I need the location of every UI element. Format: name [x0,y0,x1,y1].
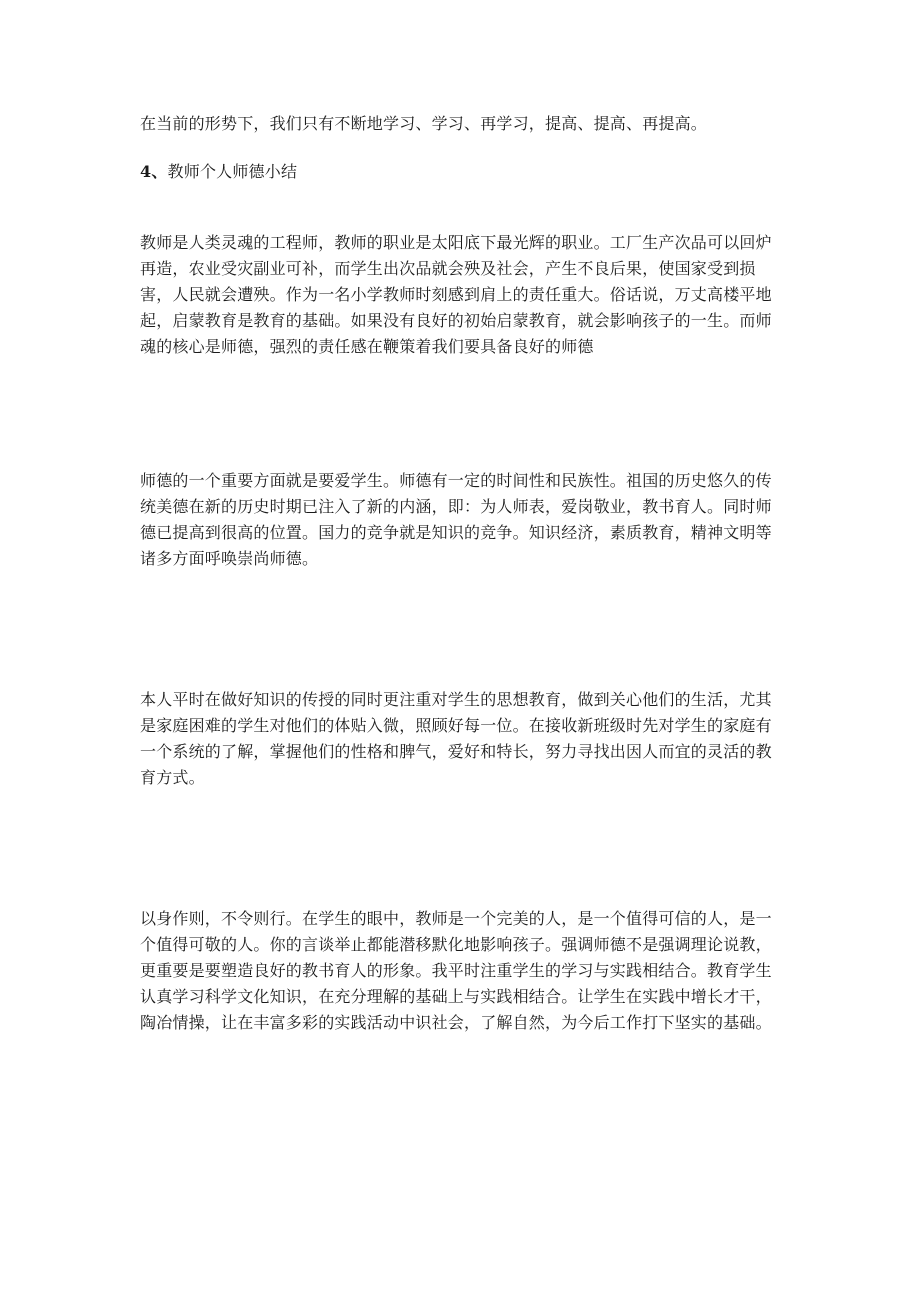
intro-line: 在当前的形势下，我们只有不断地学习、学习、再学习，提高、提高、再提高。 [140,114,708,133]
paragraph-4: 以身作则，不令则行。在学生的眼中，教师是一个完美的人，是一个值得可信的人，是一个值得可敬的人。你的言谈举止都能潜移默化地影响孩子。强调师德不是强调理论说教，更重要是要塑造良好的教书育人的形象。我平时注重学生的学习与实践相结合。教育学生认真学习科学文化知识，在充分理解的基础上与实践相结合。让学生在实践中增长才干，陶冶情操，让在丰富多彩的实践活动中识社会，了解自然，为今后工作打下坚实的基础。 [140,909,772,1032]
paragraph-3: 本人平时在做好知识的传授的同时更注重对学生的思想教育，做到关心他们的生活，尤其是家庭困难的学生对他们的体贴入微，照顾好每一位。在接收新班级时先对学生的家庭有一个系统的了解，掌握他们的性格和脾气，爱好和特长，努力寻找出因人而宜的灵活的教育方式。 [140,690,772,787]
section-heading [140,159,780,185]
paragraph-1: 教师是人类灵魂的工程师，教师的职业是太阳底下最光辉的职业。工厂生产次品可以回炉再造，农业受灾副业可补，而学生出次品就会殃及社会，产生不良后果，使国家受到损害，人民就会遭殃。作为一名小学教师时刻感到肩上的责任重大。俗话说，万丈高楼平地起，启蒙教育是教育的基础。如果没有良好的初始启蒙教育，就会影响孩子的一生。而师魂的核心是师德，强烈的责任感在鞭策着我们要具备良好的师德 [140,233,772,356]
section-number: 4、 [140,162,168,181]
paragraph-2: 师德的一个重要方面就是要爱学生。师德有一定的时间性和民族性。祖国的历史悠久的传统美德在新的历史时期已注入了新的内涵，即：为人师表，爱岗敬业，教书育人。同时师德已提高到很高的位置。国力的竞争就是知识的竞争。知识经济，素质教育，精神文明等诸多方面呼唤崇尚师德。 [140,471,772,568]
section-title: 教师个人师德小结 [167,162,298,181]
